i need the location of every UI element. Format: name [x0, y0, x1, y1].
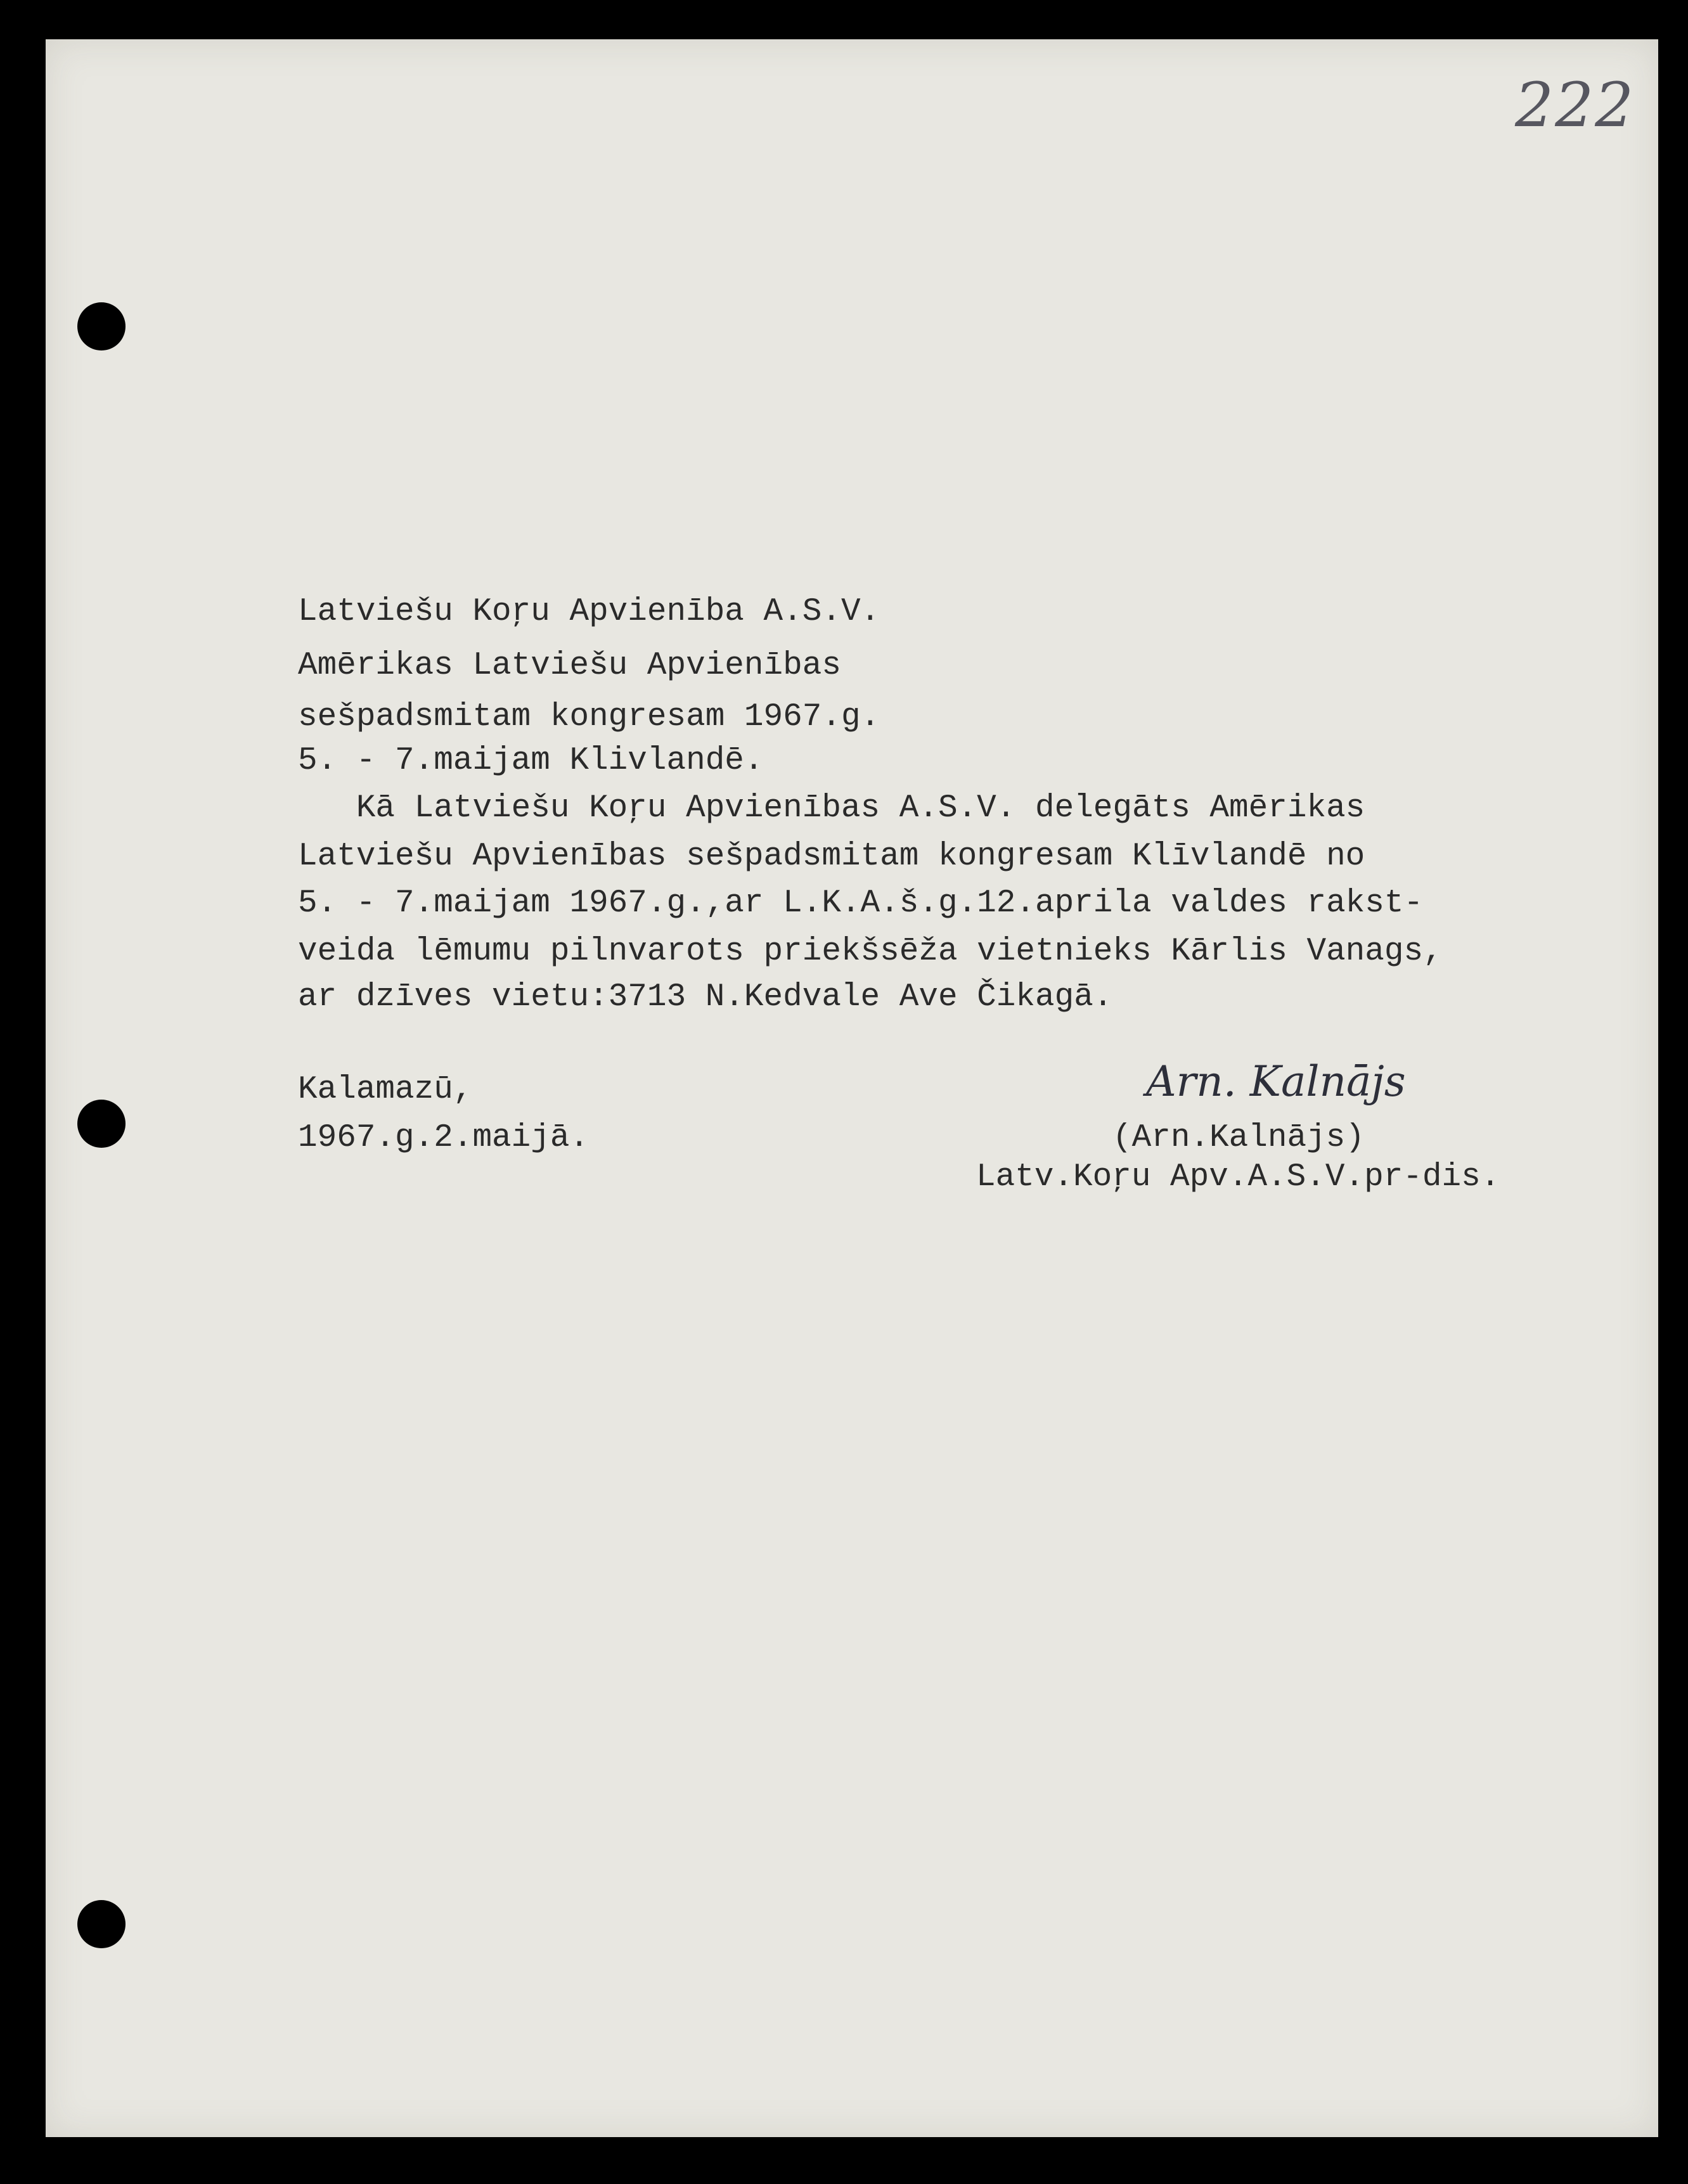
body-line: veida lēmumu pilnvarots priekšsēža vietnieks Kārlis Vanags, [298, 934, 1443, 970]
punch-hole [77, 1100, 126, 1148]
place: Kalamazū, [298, 1072, 473, 1108]
signatory-name: (Arn.Kalnājs) [1112, 1120, 1365, 1156]
recipient-line: sešpadsmitam kongresam 1967.g. [298, 699, 880, 735]
body-line: Kā Latviešu Koŗu Apvienības A.S.V. delegāts Amērikas [298, 790, 1365, 826]
punch-hole [77, 302, 126, 350]
body-line: Latviešu Apvienības sešpadsmitam kongresam Klīvlandē no [298, 838, 1365, 875]
body-line: 5. - 7.maijam 1967.g.,ar L.K.A.š.g.12.aprila valdes rakst- [298, 885, 1424, 922]
signatory-title: Latv.Koŗu Apv.A.S.V.pr-dis. [976, 1159, 1500, 1195]
document-page [46, 39, 1658, 2137]
page-number: 222 [1515, 70, 1635, 141]
punch-hole [77, 1900, 126, 1948]
date: 1967.g.2.maijā. [298, 1120, 590, 1156]
signature: Arn. Kalnājs [1146, 1057, 1406, 1106]
recipient-line: Latviešu Koŗu Apvienība A.S.V. [298, 594, 880, 630]
recipient-line: Amērikas Latviešu Apvienības [298, 648, 841, 684]
recipient-line: 5. - 7.maijam Klivlandē. [298, 743, 764, 779]
body-line: ar dzīves vietu:3713 N.Kedvale Ave Čikagā. [298, 979, 1113, 1015]
